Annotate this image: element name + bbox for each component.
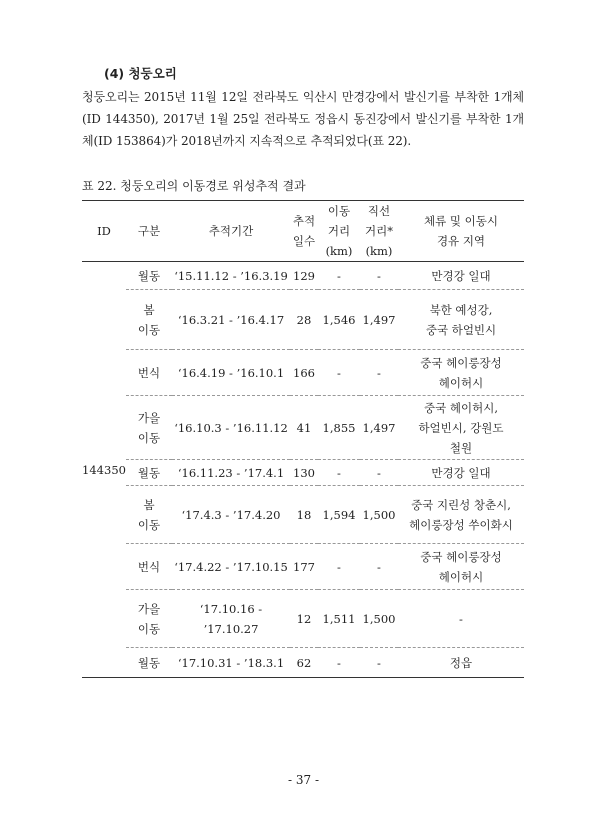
table-row	[82, 544, 524, 590]
period-cell	[172, 350, 290, 396]
days-cell	[290, 460, 318, 486]
region-cell	[398, 350, 524, 396]
days-cell	[290, 396, 318, 460]
period-cell	[172, 486, 290, 544]
id-cell	[82, 262, 126, 678]
table-header-row	[82, 201, 524, 262]
period-text: ‘16.3.21 - ’16.4.17	[177, 312, 285, 327]
table-row	[82, 460, 524, 486]
header-straight-distance-label: 직선 거리* (km)	[365, 204, 393, 258]
days-text: 177	[293, 559, 315, 574]
header-straight-distance	[360, 201, 398, 262]
table-row	[82, 648, 524, 678]
days-cell	[290, 262, 318, 290]
straight-text: -	[377, 365, 381, 380]
move-text: -	[337, 268, 341, 283]
type-cell	[126, 290, 172, 350]
page-number: - 37 -	[287, 773, 319, 787]
days-cell	[290, 590, 318, 648]
region-text: 만경강 일대	[431, 465, 491, 480]
period-cell	[172, 290, 290, 350]
move-text: 1,594	[322, 507, 356, 522]
header-region	[398, 201, 524, 262]
straight-cell	[360, 648, 398, 678]
region-text: 만경강 일대	[431, 268, 491, 283]
straight-text: -	[377, 465, 381, 480]
region-cell	[398, 396, 524, 460]
straight-text: 1,497	[362, 312, 396, 327]
days-text: 12	[296, 611, 312, 626]
region-text: 중국 지린성 창춘시, 헤이룽장성 쑤이화시	[409, 497, 513, 532]
header-period	[172, 201, 290, 262]
straight-text: -	[377, 655, 381, 670]
type-cell	[126, 648, 172, 678]
table-row	[82, 590, 524, 648]
header-days	[290, 201, 318, 262]
move-text: -	[337, 655, 341, 670]
type-text: 번식	[137, 365, 161, 380]
region-cell	[398, 460, 524, 486]
table-row	[82, 262, 524, 290]
region-text: 중국 헤이룽장성 헤이허시	[420, 549, 502, 584]
id-value: 144350	[82, 462, 126, 477]
period-text: ‘16.11.23 - ’17.4.1	[177, 465, 285, 480]
header-period-label: 추적기간	[208, 224, 254, 238]
header-type	[126, 201, 172, 262]
region-text: 중국 헤이룽장성 헤이허시	[420, 355, 502, 390]
straight-cell	[360, 544, 398, 590]
type-text: 번식	[137, 559, 161, 574]
period-text: ‘17.4.3 - ’17.4.20	[181, 507, 281, 522]
straight-cell	[360, 590, 398, 648]
type-cell	[126, 544, 172, 590]
region-text: 정읍	[449, 655, 473, 670]
days-text: 41	[296, 420, 312, 435]
move-cell	[318, 262, 360, 290]
move-cell	[318, 350, 360, 396]
region-cell	[398, 262, 524, 290]
days-text: 130	[293, 465, 315, 480]
move-cell	[318, 290, 360, 350]
region-text: 중국 헤이허시, 하얼빈시, 강원도 철원	[418, 400, 504, 455]
header-region-label: 체류 및 이동시 경유 지역	[424, 214, 498, 248]
straight-cell	[360, 262, 398, 290]
straight-text: 1,500	[362, 507, 396, 522]
header-id	[82, 201, 126, 262]
period-cell	[172, 544, 290, 590]
move-text: 1,511	[322, 611, 356, 626]
move-text: 1,546	[322, 312, 356, 327]
table-row	[82, 290, 524, 350]
move-cell	[318, 648, 360, 678]
move-cell	[318, 486, 360, 544]
type-text: 봄 이동	[137, 302, 161, 337]
move-text: -	[337, 465, 341, 480]
period-cell	[172, 648, 290, 678]
period-text: ‘16.4.19 - ’16.10.1	[177, 365, 285, 380]
header-move-distance-label: 이동 거리 (km)	[325, 204, 353, 258]
days-text: 62	[296, 655, 312, 670]
move-cell	[318, 460, 360, 486]
type-cell	[126, 262, 172, 290]
header-move-distance	[318, 201, 360, 262]
period-cell	[172, 460, 290, 486]
table-row	[82, 350, 524, 396]
days-text: 166	[293, 365, 315, 380]
straight-cell	[360, 290, 398, 350]
type-text: 월동	[137, 268, 161, 283]
type-cell	[126, 590, 172, 648]
region-text: 북한 예성강, 중국 하얼빈시	[425, 302, 497, 337]
move-cell	[318, 544, 360, 590]
type-cell	[126, 350, 172, 396]
header-type-label: 구분	[137, 224, 161, 238]
period-text: ‘16.10.3 - ’16.11.12	[174, 420, 288, 435]
move-text: 1,855	[322, 420, 356, 435]
straight-text: -	[377, 268, 381, 283]
type-cell	[126, 486, 172, 544]
tracking-table	[82, 200, 524, 678]
type-text: 가을 이동	[137, 601, 161, 636]
header-id-label: ID	[97, 224, 111, 238]
header-days-label: 추적 일수	[292, 214, 316, 248]
straight-cell	[360, 350, 398, 396]
region-cell	[398, 590, 524, 648]
straight-text: 1,500	[362, 611, 396, 626]
region-cell	[398, 544, 524, 590]
type-text: 봄 이동	[137, 497, 161, 532]
days-text: 18	[296, 507, 312, 522]
straight-text: 1,497	[362, 420, 396, 435]
move-cell	[318, 590, 360, 648]
period-text: ‘17.4.22 - ’17.10.15	[174, 559, 288, 574]
section-heading: (4) 청둥오리	[104, 66, 177, 81]
table-caption: 표 22. 청둥오리의 이동경로 위성추적 결과	[82, 179, 306, 193]
straight-cell	[360, 486, 398, 544]
period-cell	[172, 396, 290, 460]
period-cell	[172, 262, 290, 290]
region-text: -	[459, 611, 463, 626]
period-text: ‘15.11.12 - ’16.3.19	[174, 268, 288, 283]
type-cell	[126, 460, 172, 486]
days-cell	[290, 290, 318, 350]
move-text: -	[337, 365, 341, 380]
period-text: ‘17.10.16 - ’17.10.27	[199, 601, 263, 636]
type-text: 월동	[137, 655, 161, 670]
days-text: 129	[293, 268, 315, 283]
region-cell	[398, 290, 524, 350]
move-cell	[318, 396, 360, 460]
period-cell	[172, 590, 290, 648]
days-cell	[290, 544, 318, 590]
body-paragraph: 청둥오리는 2015년 11월 12일 전라북도 익산시 만경강에서 발신기를 부착한 1개체(ID 144350), 2017년 1월 25일 전라북도 정읍시 동진강에서 발신기를 부착한 1개체(ID 153864)가 2018년까지 지속적으로 추적되었다(표 22).	[82, 90, 524, 148]
region-cell	[398, 648, 524, 678]
days-cell	[290, 350, 318, 396]
straight-cell	[360, 396, 398, 460]
days-text: 28	[296, 312, 312, 327]
table-row	[82, 486, 524, 544]
period-text: ‘17.10.31 - ’18.3.1	[177, 655, 285, 670]
straight-cell	[360, 460, 398, 486]
type-text: 가을 이동	[137, 410, 161, 445]
type-text: 월동	[137, 465, 161, 480]
days-cell	[290, 486, 318, 544]
move-text: -	[337, 559, 341, 574]
days-cell	[290, 648, 318, 678]
straight-text: -	[377, 559, 381, 574]
table-row	[82, 396, 524, 460]
region-cell	[398, 486, 524, 544]
type-cell	[126, 396, 172, 460]
